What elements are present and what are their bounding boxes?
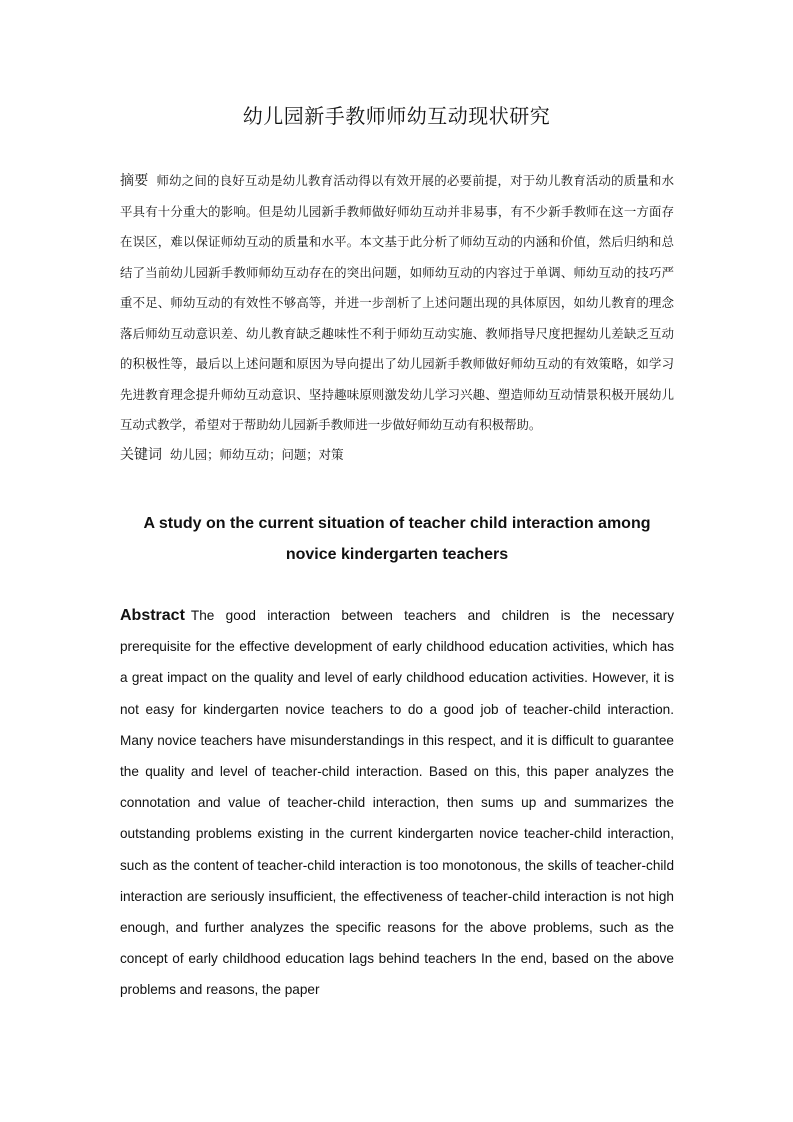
- chinese-keywords: [120, 440, 674, 470]
- english-abstract-text: The good interaction between teachers and children is the necessary prerequisite for the effective development of early childhood education activities, which has a great impact on the quality and level of early childhood education activities. However, it is not easy for kindergarten novice teachers to do a good job of teacher-child interaction. Many novice teachers have misunderstandings in this respect, and it is difficult to guarantee the quality and level of teacher-child interaction. Based on this, this paper analyzes the connotation and value of teacher-child interaction, then sums up and summarizes the outstanding problems existing in the current kindergarten novice teacher-child interaction, such as the content of teacher-child interaction is too monotonous, the skills of teacher-child interaction are seriously insufficient, the effectiveness of teacher-child interaction is not high enough, and further analyzes the specific reasons for the above problems, such as the concept of early childhood education lags behind teachers In the end, based on the above problems and reasons, the paper: [120, 608, 674, 998]
- chinese-keywords-label: 关键词: [120, 447, 162, 463]
- chinese-abstract: [120, 166, 674, 441]
- chinese-title: 幼儿园新手教师师幼互动现状研究: [242, 104, 551, 128]
- english-abstract-label: Abstract: [120, 607, 185, 624]
- english-abstract: [120, 600, 674, 1006]
- chinese-keywords-text: 幼儿园；师幼互动；问题；对策: [170, 447, 344, 462]
- chinese-abstract-text: 师幼之间的良好互动是幼儿教育活动得以有效开展的必要前提，对于幼儿教育活动的质量和水平具有十分重大的影响。但是幼儿园新手教师做好师幼互动并非易事，有不少新手教师在这一方面存在误区，难以保证师幼互动的质量和水平。本文基于此分析了师幼互动的内涵和价值，然后归纳和总结了当前幼儿园新手教师师幼互动存在的突出问题，如师幼互动的内容过于单调、师幼互动的技巧严重不足、师幼互动的有效性不够高等，并进一步剖析了上述问题出现的具体原因，如幼儿教育的理念落后师幼互动意识差、幼儿教育缺乏趣味性不利于师幼互动实施、教师指导尺度把握幼儿差缺乏互动的积极性等，最后以上述问题和原因为导向提出了幼儿园新手教师做好师幼互动的有效策略，如学习先进教育理念提升师幼互动意识、坚持趣味原则激发幼儿学习兴趣、塑造师幼互动情景积极开展幼儿互动式教学，希望对于帮助幼儿园新手教师进一步做好师幼互动有积极帮助。: [120, 173, 675, 432]
- english-title-line-1: A study on the current situation of teacher child interaction among: [143, 515, 651, 532]
- english-title-line-2: novice kindergarten teachers: [285, 546, 509, 563]
- english-title: [120, 508, 674, 570]
- chinese-abstract-label: 摘要: [120, 173, 149, 189]
